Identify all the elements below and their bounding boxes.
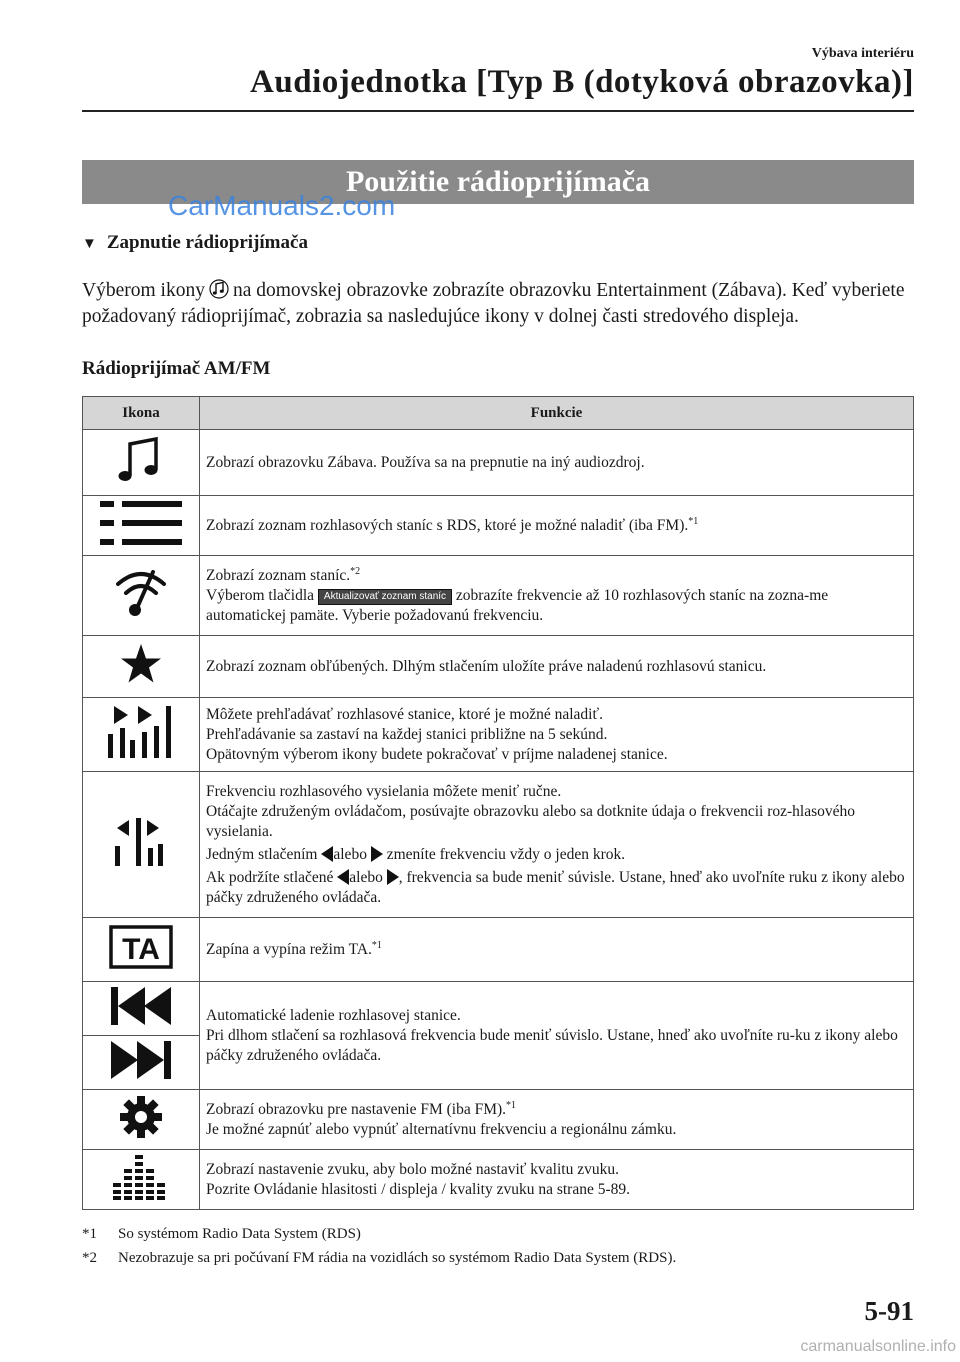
intro-text-1: Výberom ikony xyxy=(82,280,205,301)
function-text: Frekvenciu rozhlasového vysielania môžete meniť ručne. Otáčajte združeným ovládačom, posúvajte obrazovku alebo sa dotknite údaja o frekvencii roz-hlasového vysielania. Jedným stlačením alebo zmeníte frekvenciu vždy o jeden krok. Ak podržíte stlačené alebo , frekvencia sa bude meniť súvisle. Ustane, hneď ako uvoľníte ruku z ikony alebo páčky združeného ovládača. xyxy=(200,772,914,918)
watermark-top: CarManuals2.com xyxy=(168,190,396,221)
manual-tuning-icon xyxy=(113,818,169,866)
section-label: Výbava interiéru xyxy=(811,46,914,61)
music-note-icon xyxy=(116,436,166,484)
header-function: Funkcie xyxy=(200,397,914,430)
subheading xyxy=(82,232,308,254)
music-note-icon xyxy=(209,276,229,302)
table-row xyxy=(83,430,914,496)
triangle-bullet-icon: ▼ xyxy=(82,236,97,252)
radio-type-heading: Rádioprijímač AM/FM xyxy=(82,358,271,379)
subheading-text: Zapnutie rádioprijímača xyxy=(106,232,308,253)
svg-text:TA: TA xyxy=(122,932,160,966)
function-text: Zobrazí nastavenie zvuku, aby bolo možné nastaviť kvalitu zvuku. Pozrite Ovládanie hlasitosti / displeja / kvality zvuku na strane 5-89. xyxy=(200,1150,914,1210)
table-row xyxy=(83,698,914,772)
function-text: Zapína a vypína režim TA.$^{*1}$ xyxy=(200,918,914,982)
update-station-list-button: Aktualizovať zoznam staníc xyxy=(318,589,452,605)
seek-forward-icon xyxy=(109,1039,173,1081)
tune-down-icon xyxy=(337,869,349,885)
function-text: Zobrazí zoznam staníc.$^{*2}$ Výberom tlačidla Aktualizovať zoznam staníc zobrazíte frekvencie až 10 rozhlasových staníc na zozna-me automatickej pamäte. Vyberie požadovanú frekvenciu. xyxy=(200,556,914,636)
function-text: Môžete prehľadávať rozhlasové stanice, ktoré je možné naladiť. Prehľadávanie sa zastaví na každej stanici približne na 5 sekúnd. Opätovným výberom ikony budete pokračovať v príjme naladenej stanice. xyxy=(200,698,914,772)
sound-settings-icon xyxy=(113,1154,169,1200)
table-row xyxy=(83,982,914,1036)
function-text: Zobrazí zoznam rozhlasových staníc s RDS, ktoré je možné naladiť (iba FM).$^{*1}$ xyxy=(200,496,914,556)
table-row xyxy=(83,772,914,918)
station-list-icon xyxy=(100,500,182,546)
tune-down-icon xyxy=(321,846,333,862)
table-row xyxy=(83,1090,914,1150)
footnotes xyxy=(82,1222,676,1270)
table-row xyxy=(83,556,914,636)
ta-icon xyxy=(109,925,173,969)
gear-icon xyxy=(119,1095,163,1139)
page-number: 5-91 xyxy=(864,1296,914,1326)
watermark-bottom: carmanualsonline.info xyxy=(800,1338,956,1355)
table-header-row xyxy=(83,397,914,430)
function-text: Zobrazí zoznam obľúbených. Dlhým stlačením uložíte práve naladenú rozhlasovú stanicu. xyxy=(200,636,914,698)
intro-text-2: na domovskej obrazovke zobrazíte obrazovku Entertainment (Zábava). Keď vyberiete požadovaný rádioprijímač, zobrazia sa nasledujúce ikony v dolnej časti stredového displeja. xyxy=(82,280,905,327)
tune-up-icon xyxy=(371,846,383,862)
table-row xyxy=(83,496,914,556)
scan-icon xyxy=(108,706,174,758)
table-row xyxy=(83,636,914,698)
function-text: Zobrazí obrazovku Zábava. Používa sa na prepnutie na iný audiozdroj. xyxy=(200,430,914,496)
header-rule xyxy=(82,110,914,112)
icon-function-table xyxy=(82,396,914,1210)
star-icon xyxy=(120,643,162,685)
table-row xyxy=(83,1150,914,1210)
radio-antenna-icon xyxy=(113,568,169,618)
footnote: *1 So systémom Radio Data System (RDS) xyxy=(82,1226,361,1242)
seek-back-icon xyxy=(109,985,173,1027)
function-text: Automatické ladenie rozhlasovej stanice. Pri dlhom stlačení sa rozhlasová frekvencia bude meniť súvislo. Ustane, hneď ako uvoľníte ru-ku z ikony alebo páčky združeného ovládača. xyxy=(200,982,914,1090)
footnote: *2 Nezobrazuje sa pri počúvaní FM rádia na vozidlách so systémom Radio Data System (RDS). xyxy=(82,1250,677,1266)
function-text: Zobrazí obrazovku pre nastavenie FM (iba FM).$^{*1}$ Je možné zapnúť alebo vypnúť alternatívnu frekvenciu a regionálnu zámku. xyxy=(200,1090,914,1150)
chapter-title: Audiojednotka [Typ B (dotyková obrazovka)] xyxy=(250,64,914,100)
header-icon: Ikona xyxy=(83,397,200,430)
section-banner: Použitie rádioprijímača xyxy=(82,160,914,204)
table-row xyxy=(83,918,914,982)
intro-paragraph xyxy=(82,276,922,330)
tune-up-icon xyxy=(387,869,399,885)
